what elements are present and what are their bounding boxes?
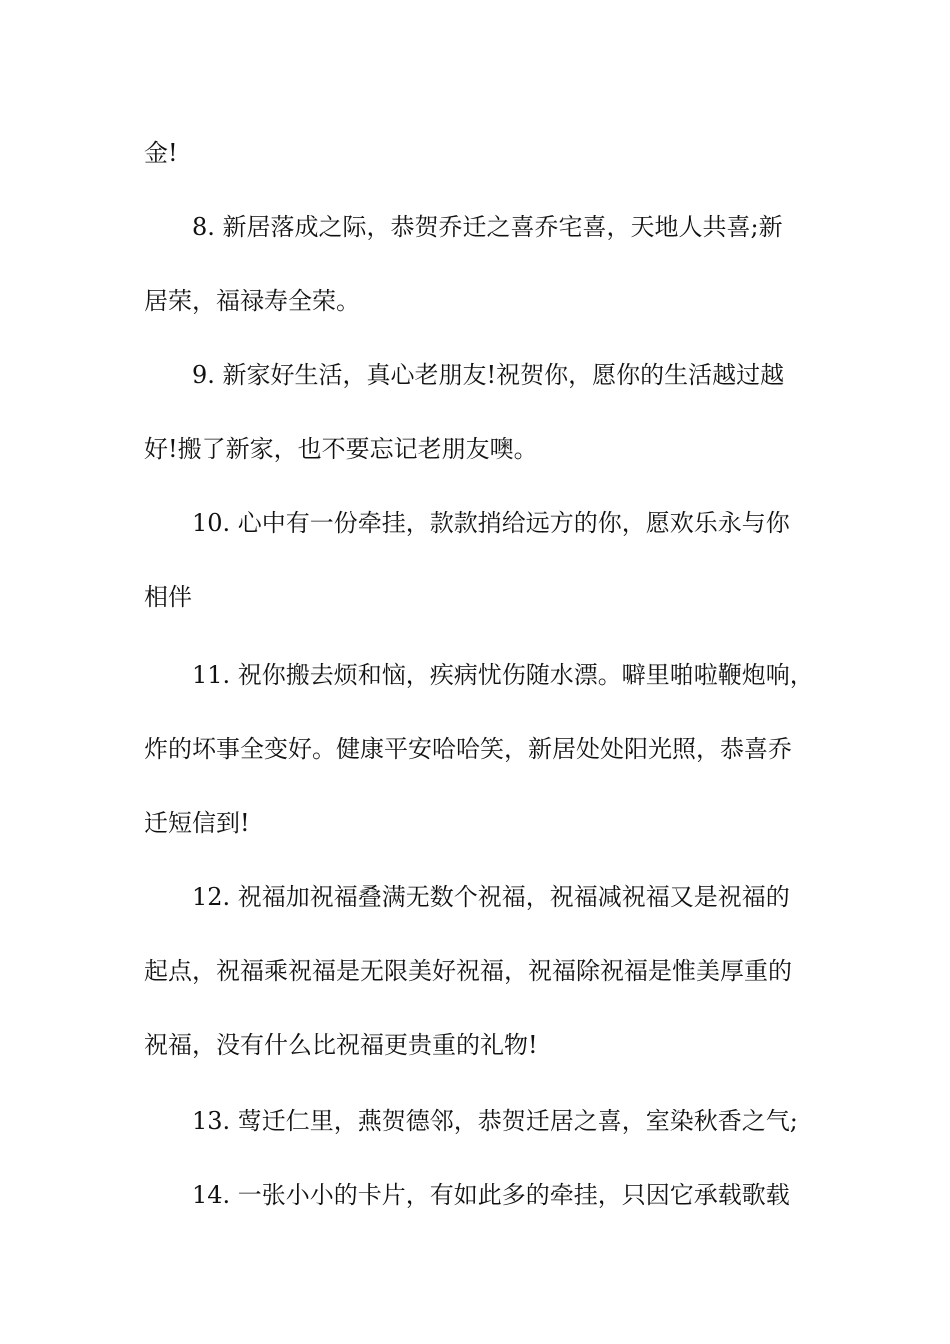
item-11-line-1: 11. 祝你搬去烦和恼，疾病忧伤随水漂。噼里啪啦鞭炮响， <box>192 661 814 689</box>
item-10-line-1: 10. 心中有一份牵挂，款款捎给远方的你，愿欢乐永与你 <box>192 509 790 537</box>
item-11-line-3: 迁短信到! <box>144 809 250 837</box>
item-9-line-2: 好!搬了新家，也不要忘记老朋友噢。 <box>144 435 538 463</box>
item-12-line-1: 12. 祝福加祝福叠满无数个祝福，祝福减祝福又是祝福的 <box>192 883 790 911</box>
item-9-line-1: 9. 新家好生活，真心老朋友!祝贺你，愿你的生活越过越 <box>192 361 785 389</box>
item-13-line-1: 13. 莺迁仁里，燕贺德邻，恭贺迁居之喜，室染秋香之气; <box>192 1107 798 1135</box>
item-12-line-2: 起点，祝福乘祝福是无限美好祝福，祝福除祝福是惟美厚重的 <box>144 957 792 985</box>
item-8-line-2: 居荣，福禄寿全荣。 <box>144 287 360 315</box>
item-14-line-1: 14. 一张小小的卡片，有如此多的牵挂，只因它承载歌载 <box>192 1181 790 1209</box>
item-12-line-3: 祝福，没有什么比祝福更贵重的礼物! <box>144 1031 538 1059</box>
item-8-line-1: 8. 新居落成之际，恭贺乔迁之喜乔宅喜，天地人共喜;新 <box>192 213 783 241</box>
item-10-line-2: 相伴 <box>144 583 192 611</box>
item-11-line-2: 炸的坏事全变好。健康平安哈哈笑，新居处处阳光照，恭喜乔 <box>144 735 792 763</box>
text-line-1: 金! <box>144 139 178 167</box>
